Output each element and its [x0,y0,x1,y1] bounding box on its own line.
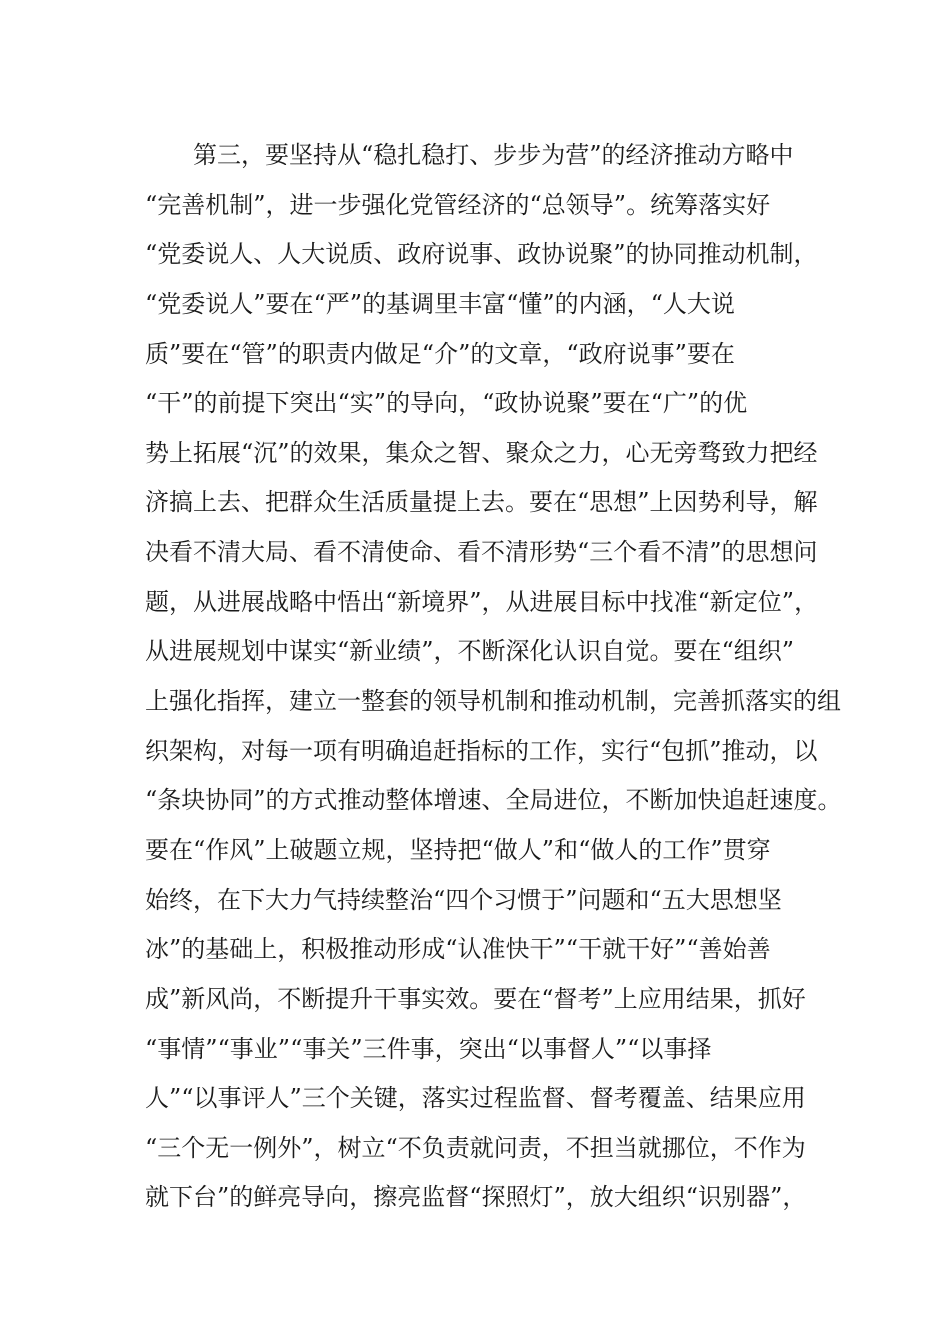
text-line: 从进展规划中谋实“新业绩”，不断深化认识自觉。要在“组织” [145,637,795,666]
text-line: 就下台”的鲜亮导向，擦亮监督“探照灯”，放大组织“识别器”， [145,1183,807,1212]
text-line: 织架构，对每一项有明确追赶指标的工作，实行“包抓”推动，以 [145,736,818,765]
text-line: “党委说人”要在“严”的基调里丰富“懂”的内涵，“人大说 [145,289,735,318]
text-line: “条块协同”的方式推动整体增速、全局进位，不断加快追赶速度。 [145,786,842,815]
body-paragraph [145,131,845,1223]
text-line: 始终，在下大力气持续整治“四个习惯于”问题和“五大思想坚 [145,885,782,914]
text-line: “三个无一例外”，树立“不负责就问责，不担当就挪位，不作为 [145,1133,806,1162]
text-line: 上强化指挥，建立一整套的领导机制和推动机制，完善抓落实的组 [145,687,841,716]
text-line: 人”“以事评人”三个关键，落实过程监督、督考覆盖、结果应用 [145,1084,806,1113]
text-line: “干”的前提下突出“实”的导向，“政协说聚”要在“广”的优 [145,389,748,418]
text-line: 冰”的基础上，积极推动形成“认准快干”“干就干好”“善始善 [145,935,771,964]
text-line: 势上拓展“沉”的效果，集众之智、聚众之力，心无旁骛致力把经 [145,438,818,467]
text-line: 成”新风尚，不断提升干事实效。要在“督考”上应用结果，抓好 [145,984,806,1013]
text-line: 质”要在“管”的职责内做足“介”的文章，“政府说事”要在 [145,339,735,368]
text-line: 要在“作风”上破题立规，坚持把“做人”和“做人的工作”贯穿 [145,835,771,864]
text-line: 济搞上去、把群众生活质量提上去。要在“思想”上因势利导，解 [145,488,818,517]
text-line: “党委说人、人大说质、政府说事、政协说聚”的协同推动机制， [145,240,818,269]
text-line: “完善机制”，进一步强化党管经济的“总领导”。统筹落实好 [145,190,771,219]
text-line: 第三，要坚持从“稳扎稳打、步步为营”的经济推动方略中 [193,141,794,169]
text-line: “事情”“事业”“事关”三件事，突出“以事督人”“以事择 [145,1034,712,1063]
text-line: 题，从进展战略中悟出“新境界”，从进展目标中找准“新定位”， [145,587,819,616]
text-line: 决看不清大局、看不清使命、看不清形势“三个看不清”的思想问 [145,538,818,567]
